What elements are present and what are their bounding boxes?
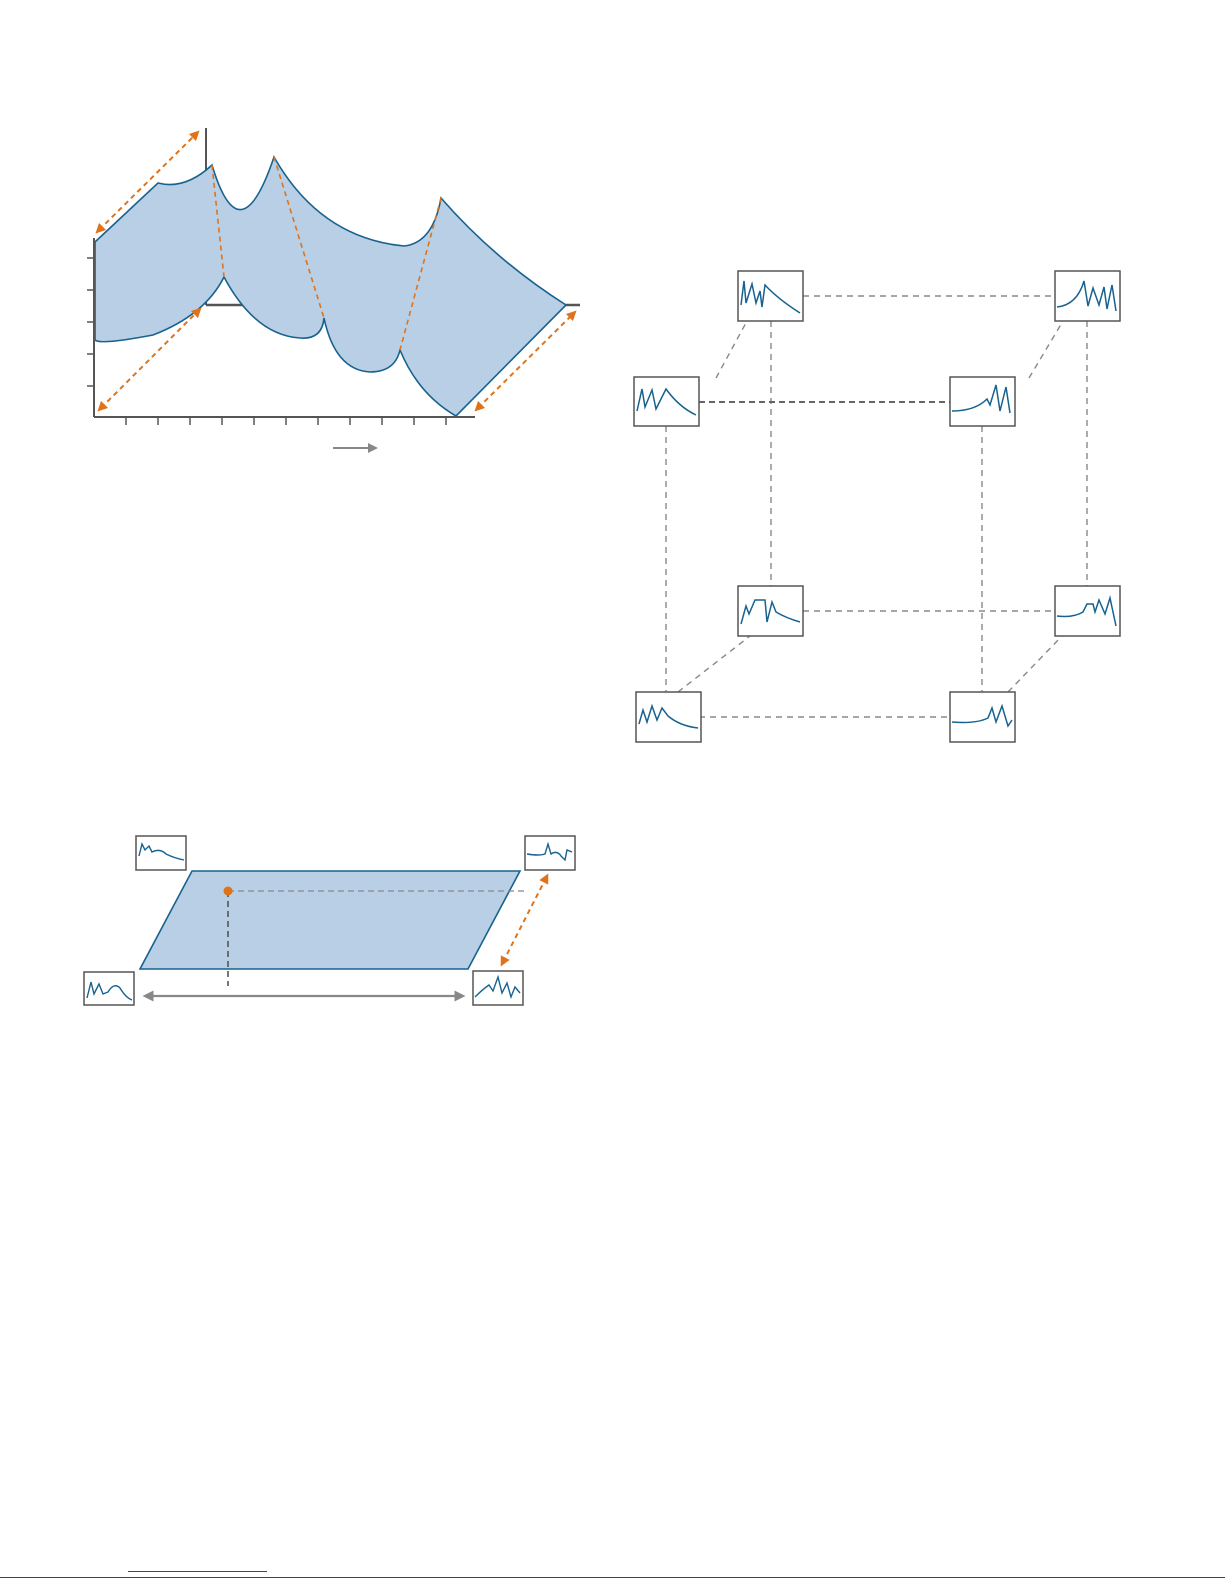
plane-corner-bottom-left (84, 972, 134, 1005)
waveform-surface (95, 157, 566, 416)
plane-corner-bottom-right (473, 971, 523, 1005)
page-footer-rule (0, 1577, 1225, 1578)
waveform-cube (634, 271, 1120, 742)
plane-sample-point (224, 887, 233, 896)
cube-node-front-top-left (634, 377, 699, 426)
cube-node-back-bottom-right (1055, 586, 1120, 636)
y-ticks (87, 258, 94, 386)
footer-link-underline[interactable] (128, 1571, 267, 1572)
cube-node-front-top-right (950, 377, 1015, 426)
interpolation-plane (84, 836, 575, 1005)
cube-node-front-bottom-left (636, 692, 701, 742)
cube-node-back-top-left (738, 271, 803, 321)
surface-plot (87, 128, 580, 448)
cube-node-back-top-right (1055, 271, 1120, 321)
cube-node-back-bottom-left (738, 586, 803, 636)
plane-surface (140, 871, 520, 969)
x-ticks (126, 417, 446, 425)
plane-corner-top-left (136, 836, 186, 870)
cube-back-edges (771, 296, 1087, 611)
cube-node-front-bottom-right (950, 692, 1015, 742)
plane-corner-top-right (525, 836, 575, 870)
